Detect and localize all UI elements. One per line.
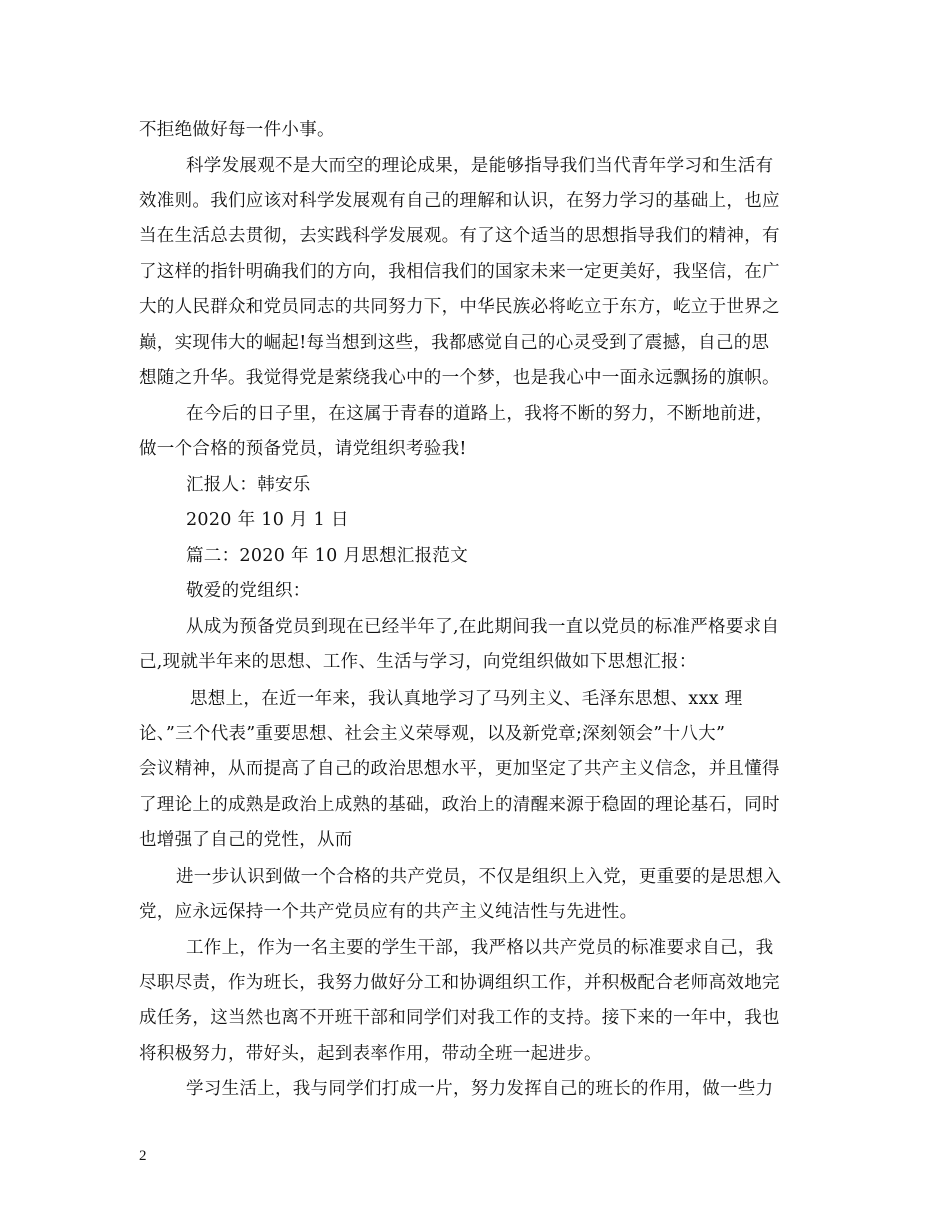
salutation-line: 敬爱的党组织： bbox=[186, 581, 311, 601]
text-line: 思想上，在近一年来，我认真地学习了马列主义、毛泽东思想、xxx 理 bbox=[190, 689, 743, 709]
text-line: 在今后的日子里，在这属于青春的道路上，我将不断的努力，不断地前进， bbox=[186, 404, 774, 424]
section-heading: 篇二：2020 年 10 月思想汇报范文 bbox=[186, 546, 468, 566]
text-line: 从成为预备党员到现在已经半年了,在此期间我一直以党员的标准严格要求自 bbox=[186, 617, 780, 637]
text-line: 了这样的指针明确我们的方向，我相信我们的国家未来一定更美好，我坚信，在广 bbox=[139, 262, 780, 282]
text-line: 尽职尽责，作为班长，我努力做好分工和协调组织工作，并积极配合老师高效地完 bbox=[139, 973, 780, 993]
text-line: 了理论上的成熟是政治上成熟的基础，政治上的清醒来源于稳固的理论基石，同时 bbox=[139, 795, 780, 815]
text-line: 大的人民群众和党员同志的共同努力下，中华民族必将屹立于东方，屹立于世界之 bbox=[139, 297, 780, 317]
text-line: 己,现就半年来的思想、工作、生活与学习，向党组织做如下思想汇报： bbox=[139, 652, 697, 672]
text-line: 将积极努力，带好头，起到表率作用，带动全班一起进步。 bbox=[139, 1044, 602, 1064]
date-line: 2020 年 10 月 1 日 bbox=[186, 510, 349, 530]
text-line: 当在生活总去贯彻，去实践科学发展观。有了这个适当的思想指导我们的精神，有 bbox=[139, 226, 780, 246]
page-number: 2 bbox=[139, 1148, 147, 1164]
text-line: 巅，实现伟大的崛起!每当想到这些，我都感觉自己的心灵受到了震撼，自己的思 bbox=[139, 333, 770, 353]
text-line: 成任务，这当然也离不开班干部和同学们对我工作的支持。接下来的一年中，我也 bbox=[139, 1008, 780, 1028]
text-line: 党，应永远保持一个共产党员应有的共产主义纯洁性与先进性。 bbox=[139, 902, 638, 922]
reporter-line: 汇报人：韩安乐 bbox=[186, 475, 311, 495]
text-line: 进一步认识到做一个合格的共产党员，不仅是组织上入党，更重要的是思想入 bbox=[176, 867, 782, 887]
text-line: 做一个合格的预备党员，请党组织考验我! bbox=[139, 439, 467, 459]
text-line: 效准则。我们应该对科学发展观有自己的理解和认识，在努力学习的基础上，也应 bbox=[139, 191, 780, 211]
text-line: 不拒绝做好每一件小事。 bbox=[139, 120, 335, 140]
text-line: 也增强了自己的党性，从而 bbox=[139, 830, 353, 850]
text-line: 学习生活上，我与同学们打成一片，努力发挥自己的班长的作用，做一些力 bbox=[186, 1079, 774, 1099]
text-line: 工作上，作为一名主要的学生干部，我严格以共产党员的标准要求自己，我 bbox=[186, 938, 774, 958]
text-line: 论、”三个代表”重要思想、社会主义荣辱观，以及新党章;深刻领会”十八大” bbox=[139, 724, 726, 744]
text-line: 科学发展观不是大而空的理论成果，是能够指导我们当代青年学习和生活有 bbox=[186, 156, 774, 176]
text-line: 会议精神，从而提高了自己的政治思想水平，更加坚定了共产主义信念，并且懂得 bbox=[139, 759, 780, 779]
text-line: 想随之升华。我觉得党是萦绕我心中的一个梦，也是我心中一面永远飘扬的旗帜。 bbox=[139, 368, 780, 388]
